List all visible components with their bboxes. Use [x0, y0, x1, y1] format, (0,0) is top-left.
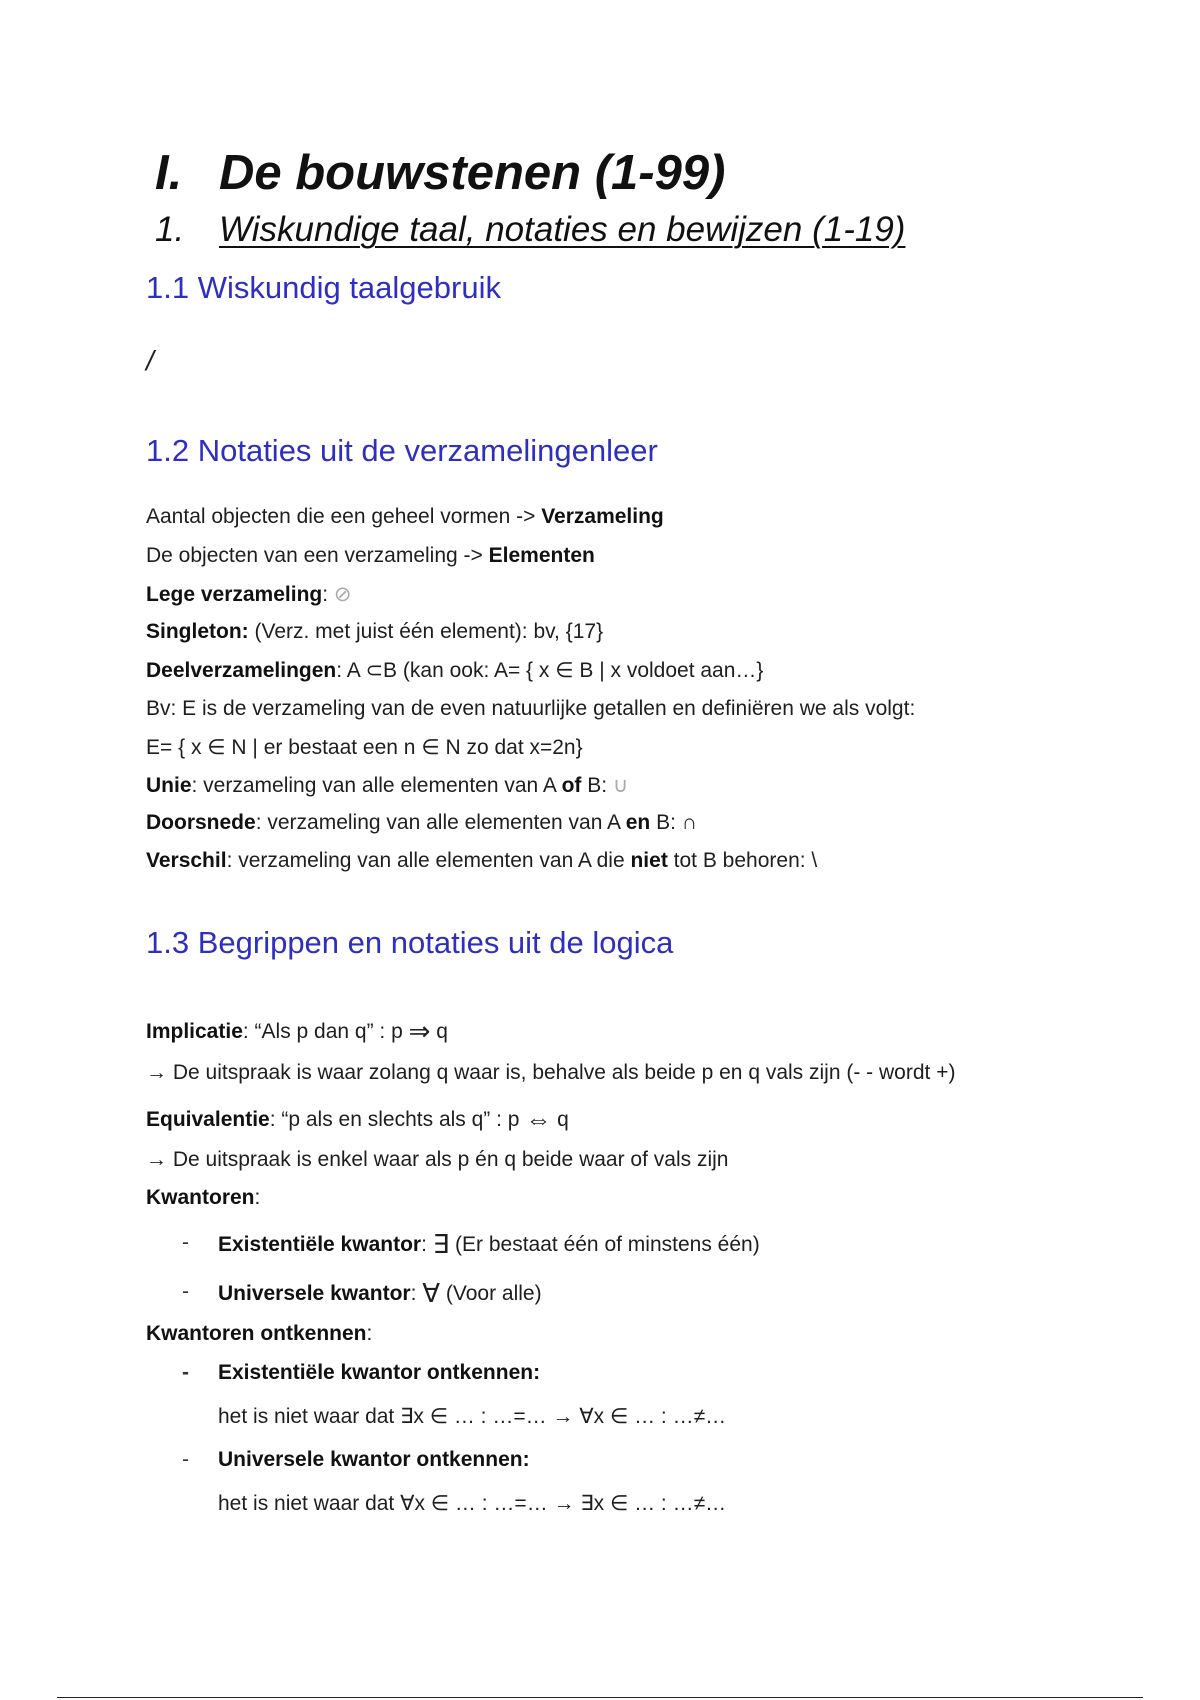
line-unie: Unie: verzameling van alle elementen van A of B: ∪ — [146, 774, 629, 797]
line-negate-universal: het is niet waar dat ∀x ∈ … : …=… → ∃x ∈ … : …≠… — [218, 1492, 727, 1515]
line-negate-universal-title: Universele kwantor ontkennen: — [218, 1448, 530, 1471]
line-singleton: Singleton: (Verz. met juist één element): bv, {17} — [146, 620, 604, 643]
bullet-dash: - — [182, 1280, 189, 1303]
line-set-definition: E= { x ∈ N | er bestaat een n ∈ N zo dat x=2n} — [146, 736, 583, 759]
equivalence-symbol: ⇔ — [525, 1104, 552, 1134]
line-lege-verzameling: Lege verzameling: ⊘ — [146, 583, 352, 606]
section-heading — [155, 210, 905, 250]
line-equivalentie: Equivalentie: “p als en slechts als q” : p ⇔ q — [146, 1104, 569, 1134]
line-verschil: Verschil: verzameling van alle elementen van A die niet tot B behoren: \ — [146, 849, 818, 872]
subsection-1-2-heading: 1.2 Notaties uit de verzamelingenleer — [146, 433, 658, 468]
line-kwantoren-ontkennen: Kwantoren ontkennen: — [146, 1322, 373, 1345]
line-elementen: De objecten van een verzameling -> Elementen — [146, 544, 595, 567]
line-existentiele-kwantor: Existentiële kwantor: ∃ (Er bestaat één of minstens één) — [218, 1229, 760, 1259]
chapter-heading — [155, 145, 725, 201]
exists-symbol: ∃ — [432, 1229, 450, 1259]
subsection-1-1-heading: 1.1 Wiskundig taalgebruik — [146, 270, 501, 305]
page-bottom-rule — [57, 1697, 1143, 1698]
line-negate-existential: het is niet waar dat ∃x ∈ … : …=… → ∀x ∈ … : …≠… — [218, 1405, 727, 1428]
line-implicatie-note: → De uitspraak is waar zolang q waar is, behalve als beide p en q vals zijn (- - wordt +) — [146, 1061, 956, 1084]
line-negate-existential-title: Existentiële kwantor ontkennen: — [218, 1361, 541, 1384]
subsection-1-3-heading: 1.3 Begrippen en notaties uit de logica — [146, 925, 674, 960]
chapter-title: De bouwstenen (1-99) — [219, 146, 726, 200]
line-doorsnede: Doorsnede: verzameling van alle elementen van A en B: ∩ — [146, 811, 697, 834]
subsection-1-1-content: / — [146, 345, 154, 376]
implies-symbol: ⇒ — [408, 1016, 431, 1046]
bullet-dash: - — [182, 1448, 189, 1471]
line-kwantoren: Kwantoren: — [146, 1186, 261, 1209]
chapter-number: I. — [155, 146, 183, 200]
bullet-dash: - — [182, 1231, 189, 1254]
line-equivalentie-note: → De uitspraak is enkel waar als p én q beide waar of vals zijn — [146, 1148, 729, 1171]
line-implicatie: Implicatie: “Als p dan q” : p ⇒ q — [146, 1016, 448, 1046]
line-verzameling: Aantal objecten die een geheel vormen -> Verzameling — [146, 505, 664, 528]
line-deelverzamelingen: Deelverzamelingen: A ⊂B (kan ook: A= { x ∈ B | x voldoet aan…} — [146, 659, 764, 682]
section-number: 1. — [155, 210, 185, 249]
line-universele-kwantor: Universele kwantor: ∀ (Voor alle) — [218, 1278, 542, 1308]
bullet-dash: - — [182, 1361, 189, 1384]
section-title: Wiskundige taal, notaties en bewijzen (1-19) — [219, 210, 906, 249]
line-bv-example: Bv: E is de verzameling van de even natuurlijke getallen en definiëren we als volgt: — [146, 697, 916, 720]
forall-symbol: ∀ — [422, 1278, 441, 1308]
